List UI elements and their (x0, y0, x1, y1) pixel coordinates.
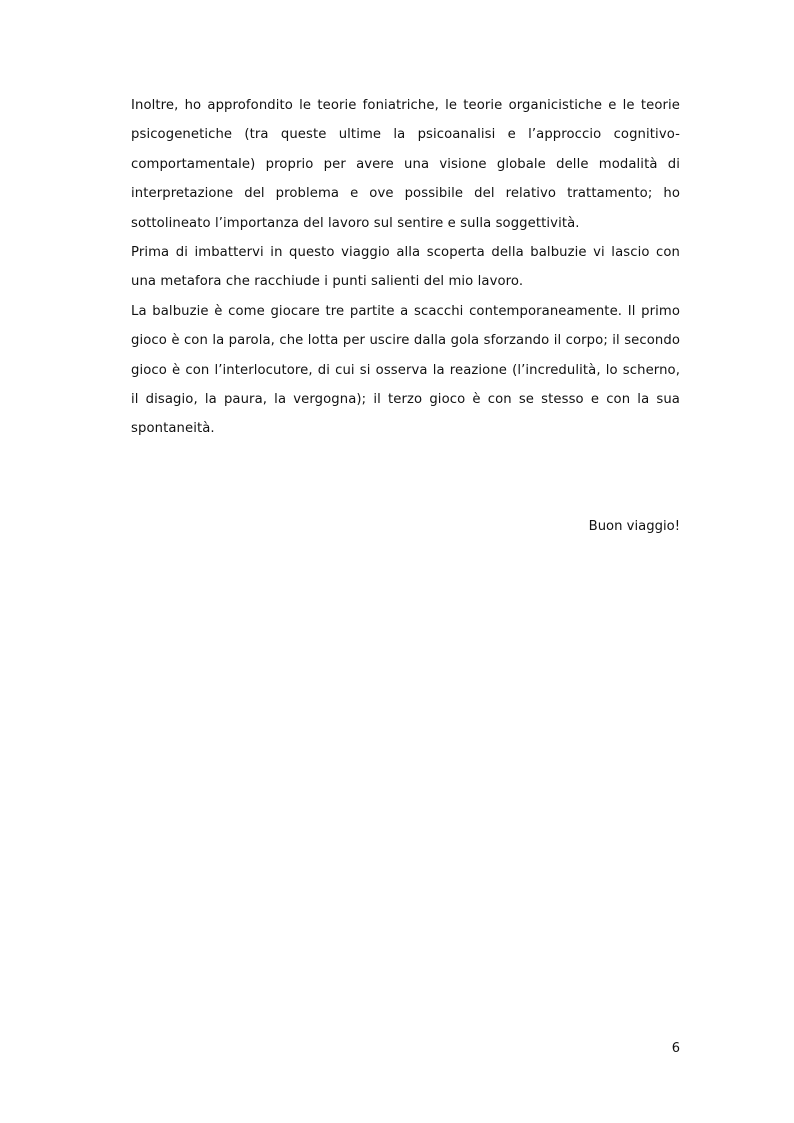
body-text (131, 91, 680, 444)
paragraph-introduction: Prima di imbattervi in questo viaggio alla scoperta della balbuzie vi lascio con una metafora che racchiude i punti salienti del mio lavoro. (131, 245, 680, 290)
paragraph-metaphor: La balbuzie è come giocare tre partite a scacchi contemporaneamente. Il primo gioco è con la parola, che lotta per uscire dalla gola sforzando il corpo; il secondo gioco è con l’interlocutore, di cui si osserva la reazione (l’incredulità, lo scherno, il disagio, la paura, la vergogna); il terzo gioco è con se stesso e con la sua spontaneità. (131, 303, 680, 437)
page-number: 6 (671, 1041, 680, 1056)
closing-line: Buon viaggio! (588, 519, 680, 534)
paragraph-theories: Inoltre, ho approfondito le teorie foniatriche, le teorie organicistiche e le teorie psicogenetiche (tra queste ultime la psicoanalisi e l’approccio cognitivo-comportamentale) proprio per avere una visione globale delle modalità di interpretazione del problema e ove possibile del relativo trattamento; ho sottolineato l’importanza del lavoro sul sentire e sulla soggettività. (131, 98, 680, 231)
